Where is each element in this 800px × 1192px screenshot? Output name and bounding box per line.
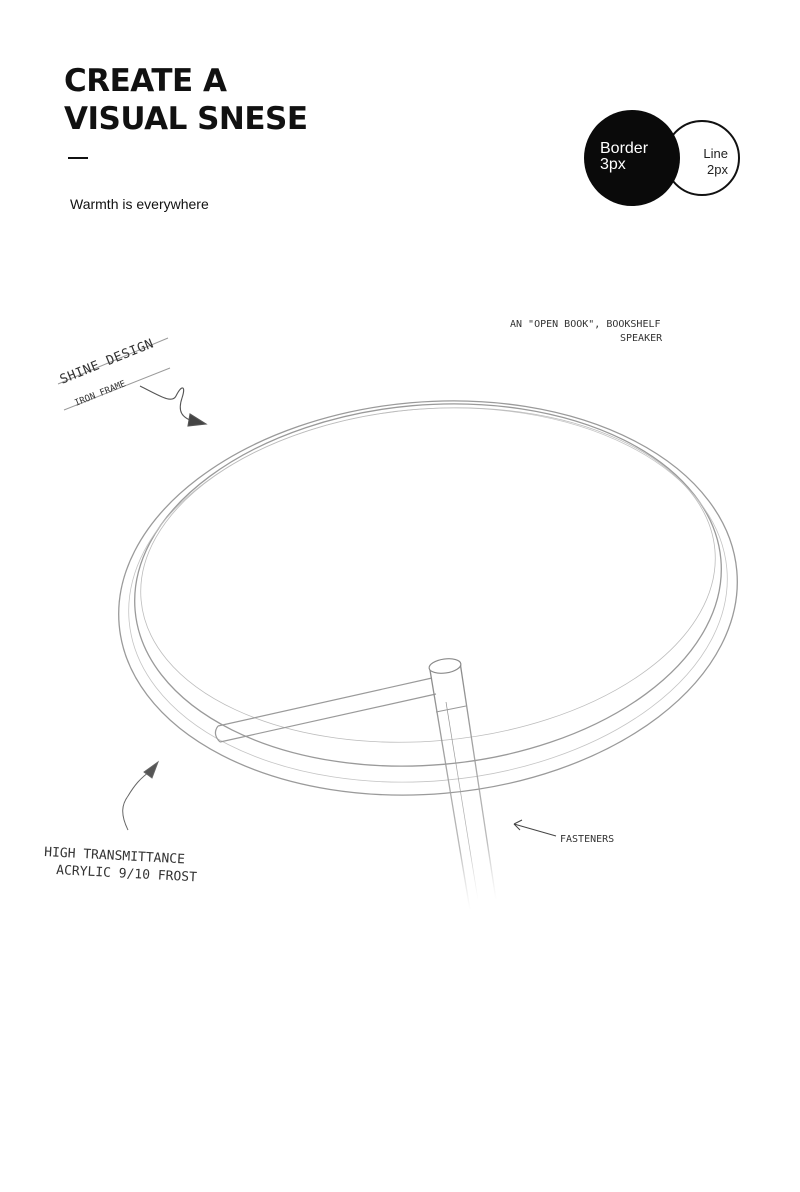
- ring-frame: [102, 376, 754, 821]
- pole-joint: [436, 706, 466, 712]
- fasteners-arrow: [514, 820, 556, 836]
- line-badge-label: Line: [703, 146, 728, 161]
- acrylic-arrow: [123, 762, 158, 830]
- line-badge-value: 2px: [707, 162, 728, 177]
- shine-design-label: SHINE DESIGN: [57, 336, 157, 388]
- border-badge-value: 3px: [600, 156, 626, 173]
- lamp-pole: [430, 662, 496, 910]
- pole-cap: [428, 657, 462, 675]
- page-title-line-2: VISUAL SNESE: [64, 101, 308, 137]
- page-title-line-1: CREATE A: [64, 63, 227, 99]
- iron-frame-label: IRON FRAME: [73, 379, 128, 409]
- open-book-label-line-2: SPEAKER: [620, 333, 663, 344]
- open-book-label-line-1: AN "OPEN BOOK", BOOKSHELF: [510, 319, 661, 330]
- crossbar: [215, 678, 436, 742]
- iron-frame-arrow: [140, 386, 206, 426]
- acrylic-label-line-1: HIGH TRANSMITTANCE: [43, 845, 186, 868]
- border-badge-label: Border: [600, 140, 649, 157]
- acrylic-label-line-2: ACRYLIC 9/10 FROST: [55, 863, 198, 886]
- tagline: Warmth is everywhere: [70, 196, 209, 212]
- fasteners-label: FASTENERS: [560, 834, 615, 845]
